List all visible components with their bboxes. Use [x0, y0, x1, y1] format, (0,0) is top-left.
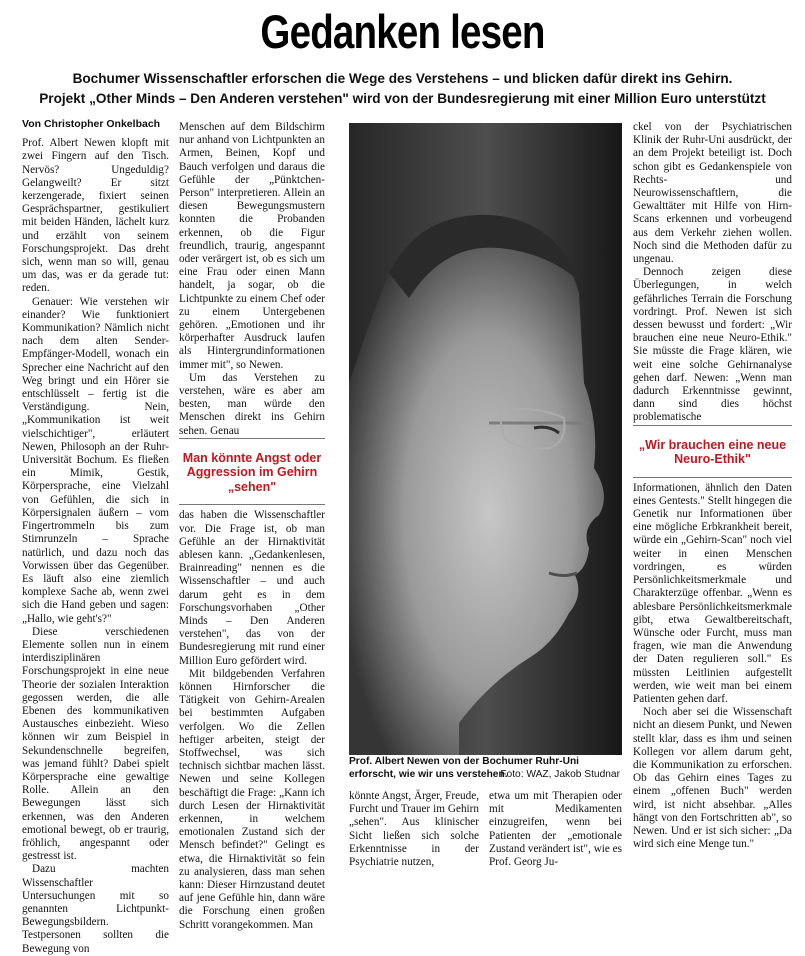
- paragraph: Menschen auf dem Bildschirm nur anhand von Lichtpunkten an Armen, Beinen, Kopf und Bauch verfolgen und daraus die Gefühle der „Pünktchen-Person" interpretieren. Allein an diesen Bewegungsmustern konnten die Probanden erkennen, ob die Figur freundlich, traurig, angespannt oder verärgert ist, ob es sich um eine Frau oder einen Mann handelt, ja sogar, ob die Lichtpunkte zu einem Chef oder zu einem Untergebenen gehören. „Emotionen und ihr körperhafter Ausdruck laufen als Hintergrundinformationen immer mit", so Newen.: [179, 121, 325, 371]
- deck-line-2: Projekt „Other Minds – Den Anderen verstehen" wird von der Bundesregierung mit einer Million Euro unterstützt: [39, 91, 766, 106]
- paragraph: Prof. Albert Newen klopft mit zwei Fingern auf den Tisch. Nervös? Ungeduldig? Gelangweilt? Er sitzt kerzengerade, fixiert seinen Gesprächspartner, gestikuliert mit beiden Händen, lächelt kurz und erzählt von seinem Forschungsprojekt. Das dreht sich, wenn man so will, genau um das, was er da gerade tut: reden.: [22, 137, 169, 295]
- divider: [179, 438, 325, 439]
- portrait-image: [349, 123, 622, 755]
- paragraph: etwa um mit Therapien oder mit Medikamenten einzugreifen, wenn bei Patienten der „emotionale Zustand verändert ist", wie es Prof. Georg Ju-: [489, 790, 622, 869]
- paragraph: ckel von der Psychiatrischen Klinik der Ruhr-Uni ausdrückt, der an dem Projekt beteiligt ist. Doch schon gibt es Gedankenspiele von Rechts- und Neurowissenschaftlern, die Gewalttäter mit Hilfe von Hirn-Scans erkennen und vorbeugend aus dem Verkehr ziehen wollen. Noch sind die Methoden dafür zu ungenau.: [633, 121, 792, 266]
- paragraph: könnte Angst, Ärger, Freude, Furcht und Trauer im Gehirn „sehen". Aus klinischer Sicht ließen sich solche Erkenntnisse in der Psychiatrie nutzen,: [349, 790, 479, 869]
- divider: [633, 425, 792, 426]
- paragraph: Noch aber sei die Wissenschaft nicht an diesem Punkt, und Newen stellt klar, dass es ihm und seinen Kollegen vor allem darum geht, die Kommunikation zu erforschen. Ob das Gehirn eines Tages zu einem „offenen Buch" werden wird, ist nicht absehbar. „Alles hängt von den Fortschritten ab", so Newen. Und er ist sich sicher: „Da wird sich eine Menge tun.": [633, 706, 792, 851]
- column-1: [22, 115, 169, 956]
- pull-quote: „Wir brauchen eine neue Neuro-Ethik": [638, 437, 787, 467]
- photo-credit: Foto: WAZ, Jakob Studnar: [500, 768, 620, 780]
- paragraph: Genauer: Wie verstehen wir einander? Wie funktioniert Kommunikation? Nämlich nicht nach dem alten Sender-Empfänger-Modell, wonach ein Sprecher eine Nachricht auf den Weg bringt und ein Hörer sie entschlüsselt – fertig ist die Verständigung. Nein, „Kommunikation ist weit vielschichtiger", erläutert Newen, Philosoph an der Ruhr-Universität Bochum. Es fließen ein Mimik, Gestik, Körpersprache, eine Vielzahl von Gefühlen, die sich in Körpersignalen äußern – vom Fingertrommeln bis zum Stirnrunzeln – Sprache natürlich, und dazu noch das Vorwissen über das Gegenüber. Es läuft also eine ziemlich komplexe Sache ab, wenn zwei sich die Hand geben und sagen: „Hallo, wie geht's?": [22, 295, 169, 625]
- photo-caption: [349, 756, 622, 781]
- paragraph: Um das Verstehen zu verstehen, wäre es aber am besten, man würde den Menschen direkt ins Gehirn sehen. Genau: [179, 371, 325, 437]
- paragraph: Dennoch zeigen diese Überlegungen, in welch gefährliches Terrain die Forschung vordringt. Prof. Newen ist sich dessen bewusst und fordert: „Wir brauchen eine neue Neuro-Ethik." Sie müsste die Frage klären, wie weit eine solche Gehirnanalyse gehen darf. Newen: „Wenn man dadurch Erkenntnisse gewinnt, dann sind dies höchst problematische: [633, 266, 792, 424]
- pull-quote: Man könnte Angst oder Aggression im Gehirn „sehen": [182, 450, 322, 494]
- deck-line-1: Bochumer Wissenschaftler erforschen die Wege des Verstehens – und blicken dafür direkt ins Gehirn.: [72, 71, 733, 86]
- article-deck: [0, 69, 805, 109]
- paragraph: Informationen, ähnlich den Daten eines Gentests." Stellt hingegen die Genetik nur Informationen über eine mögliche Erbkrankheit bereit, würde ein „Gehirn-Scan" noch viel weiter in einen Menschen vordringen, es würden Persönlichkeitsmerkmale und Charakterzüge offenbar. „Wenn es ablesbare Persönlichkeitsmerkmale gibt, etwa Gewaltbereitschaft, Wünsche oder Furcht, muss man fragen, wie man die Anwendung der Daten regulieren soll." Es müssten Leitlinien aufgestellt werden, wie weit man bei einem Patienten gehen darf.: [633, 481, 792, 705]
- article-headline: Gedanken lesen: [260, 5, 545, 58]
- portrait-photo: [349, 123, 622, 755]
- paragraph: das haben die Wissenschaftler vor. Die Frage ist, ob man Gefühle an der Hirnaktivität ablesen kann. „Gedankenlesen, Brainreading" nennen es die Wissenschaftler – und auch darum geht es in dem Forschungsvorhaben „Other Minds – Den Anderen verstehen", das von der Bundesregierung mit rund einer Million Euro gefördert wird.: [179, 509, 325, 667]
- divider: [179, 504, 325, 505]
- caption-text: Prof. Albert Newen von der Bochumer Ruhr-Uni erforscht, wie wir uns verstehen.: [349, 756, 579, 780]
- paragraph: Dazu machten Wissenschaftler Untersuchungen mit so genannten Lichtpunkt-Bewegungsbildern. Testpersonen sollten die Bewegung von: [22, 863, 169, 955]
- paragraph: Diese verschiedenen Elemente sollen nun in einem interdisziplinären Forschungsprojekt in eine neue Theorie der sozialen Interaktion gegossen werden, die alle Ebenen des kommunikativen Austausches einbezieht. Wieso können wir zum Beispiel in Sekundenschnelle begreifen, was jemand fühlt? Dabei spielt Körpersprache eine gewaltige Rolle. Allein an den Bewegungen lässt sich erkennen, was den Anderen emotional bewegt, ob er traurig, fröhlich, angespannt oder gestresst ist.: [22, 625, 169, 863]
- column-2: [179, 121, 325, 932]
- byline: Von Christopher Onkelbach: [22, 118, 161, 130]
- column-4: [633, 121, 792, 851]
- paragraph: Mit bildgebenden Verfahren können Hirnforscher die Tätigkeit von Gehirn-Arealen bei bestimmten Aufgaben verfolgen. Wo die Zellen heftiger arbeiten, steigt der Stoffwechsel, was sich technisch sichtbar machen lässt. Newen und seine Kollegen beschäftigt die Frage: „Kann ich durch Lesen der Hirnaktivität erkennen, in welchem emotionalen Zustand sich der Mensch befindet?" Gelingt es etwa, die Hirnaktivität so fein zu analysieren, dass man sehen kann: Dieser Hirnzustand deutet auf jene Gefühle hin, dann wäre die Forschung einen großen Schritt vorangekommen. Man: [179, 667, 325, 931]
- divider: [633, 477, 792, 478]
